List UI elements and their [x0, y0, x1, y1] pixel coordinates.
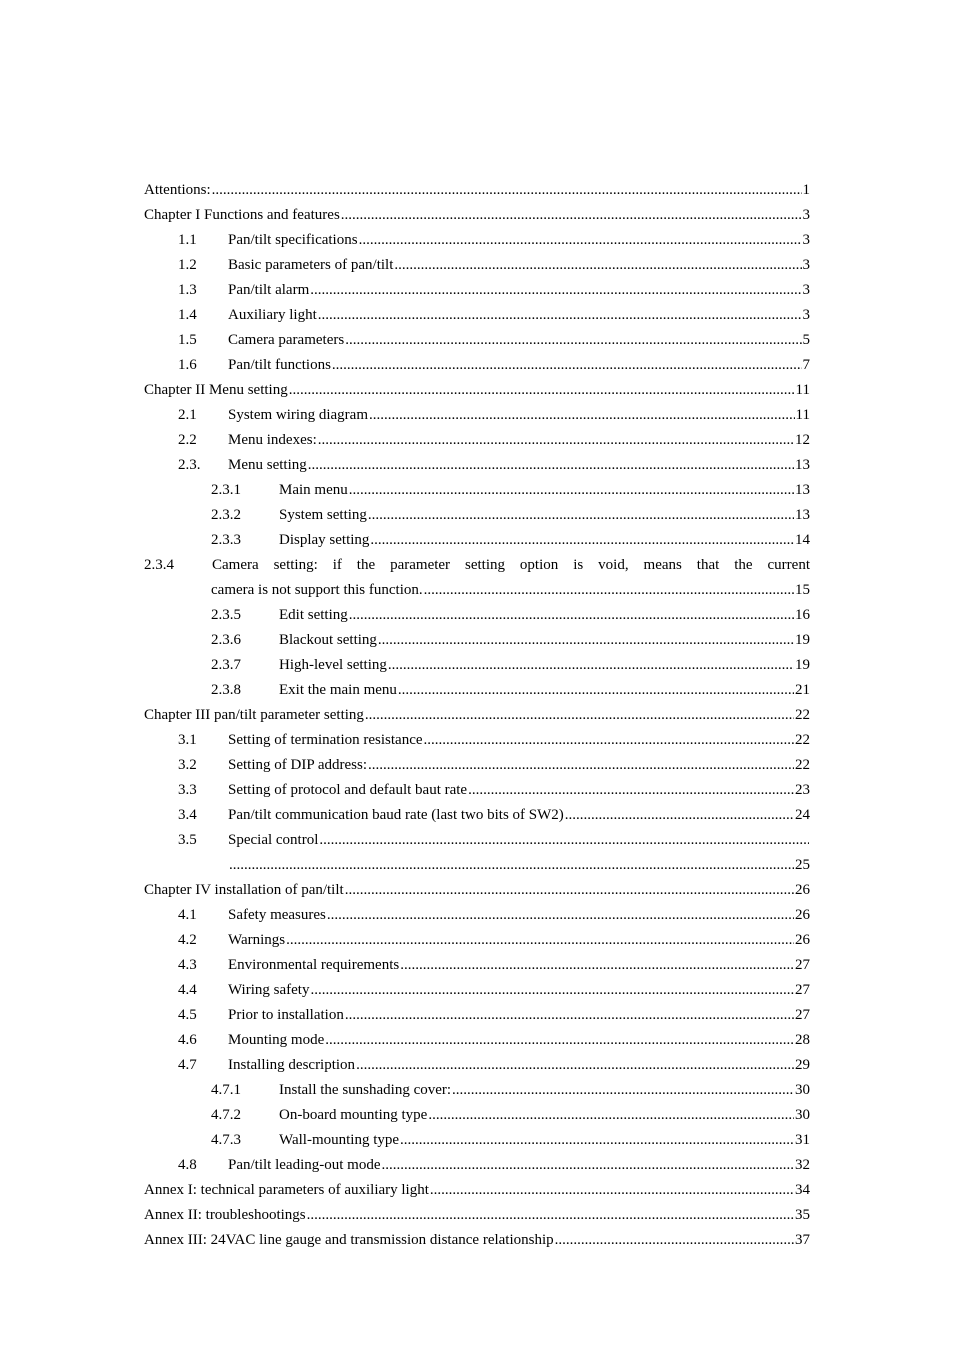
toc-entry[interactable]: [144, 278, 810, 303]
toc-entry-title: Wall-mounting type: [279, 1132, 400, 1148]
toc-entry[interactable]: [144, 1003, 810, 1028]
toc-leader-dots: [286, 928, 794, 953]
toc-entry-number: 4.4: [178, 982, 197, 998]
toc-entry-title: System setting: [279, 507, 367, 523]
toc-entry[interactable]: [144, 403, 810, 428]
toc-entry[interactable]: [144, 728, 810, 753]
toc-entry-page: 21: [795, 682, 810, 698]
toc-entry-number: 4.7.3: [211, 1132, 241, 1148]
toc-entry-title-line1: Camera setting: if the parameter setting option is void, means that the current: [212, 557, 810, 573]
toc-entry[interactable]: [144, 1028, 810, 1053]
toc-leader-dots: [368, 503, 794, 528]
toc-entry-number: 2.3.2: [211, 507, 241, 523]
toc-entry[interactable]: [144, 953, 810, 978]
toc-entry-page: 5: [802, 332, 810, 348]
toc-entry-number: 2.3.5: [211, 607, 241, 623]
toc-entry-title: Menu setting: [228, 457, 307, 473]
toc-entry[interactable]: [144, 978, 810, 1003]
toc-entry-number: 2.3.3: [211, 532, 241, 548]
toc-entry-3-5[interactable]: [144, 828, 810, 853]
toc-entry-page: 27: [795, 982, 810, 998]
toc-entry-page: 37: [795, 1232, 810, 1248]
toc-entry-title: Setting of protocol and default baut rate: [228, 782, 468, 798]
toc-entry[interactable]: [144, 778, 810, 803]
toc-entry[interactable]: [144, 528, 810, 553]
toc-entry-page: 26: [795, 932, 810, 948]
toc-group: [144, 878, 810, 1253]
toc-entry-title: Pan/tilt functions: [228, 357, 331, 373]
toc-leader-dots: [341, 203, 802, 228]
toc-entry-number: 2.3.7: [211, 657, 241, 673]
toc-entry-title: Environmental requirements: [228, 957, 400, 973]
toc-entry-title-line2: camera is not support this function.: [211, 582, 423, 598]
toc-entry-title: High-level setting: [279, 657, 387, 673]
toc-entry-title: Annex I: technical parameters of auxiliary light: [144, 1182, 429, 1198]
toc-entry[interactable]: [144, 803, 810, 828]
toc-leader-dots: [368, 753, 794, 778]
toc-entry-number: 4.7.1: [211, 1082, 241, 1098]
toc-leader-dots: [318, 303, 802, 328]
toc-entry-page: 7: [802, 357, 810, 373]
toc-entry-number: 2.3.: [178, 457, 201, 473]
toc-entry[interactable]: [144, 328, 810, 353]
toc-entry-page: 35: [795, 1207, 810, 1223]
toc-leader-dots: [349, 478, 794, 503]
toc-entry[interactable]: [144, 1228, 810, 1253]
toc-entry-number: 4.6: [178, 1032, 197, 1048]
toc-entry-number: 3.2: [178, 757, 197, 773]
toc-leader-dots: [345, 328, 801, 353]
toc-leader-dots: [332, 353, 802, 378]
toc-entry-page: 27: [795, 957, 810, 973]
toc-entry-3-5-continued[interactable]: [144, 853, 810, 878]
toc-entry-number: 2.2: [178, 432, 197, 448]
toc-entry-number: 4.5: [178, 1007, 197, 1023]
toc-entry-page: 26: [795, 882, 810, 898]
toc-leader-dots: [394, 253, 801, 278]
toc-entry-number: 1.1: [178, 232, 197, 248]
toc-entry-page: 19: [795, 657, 810, 673]
toc-entry-page: 3: [802, 207, 810, 223]
toc-entry[interactable]: [144, 1078, 810, 1103]
toc-entry-page: 30: [795, 1107, 810, 1123]
toc-leader-dots: [555, 1228, 794, 1253]
toc-entry-title: Camera parameters: [228, 332, 345, 348]
toc-entry-page: 28: [795, 1032, 810, 1048]
toc-entry-title: Setting of termination resistance: [228, 732, 423, 748]
toc-leader-dots: [398, 678, 794, 703]
toc-entry-number: 1.3: [178, 282, 197, 298]
toc-entry-page: 15: [795, 582, 810, 598]
toc-leader-dots: [229, 853, 794, 878]
toc-leader-dots: [468, 778, 794, 803]
toc-leader-dots: [310, 978, 794, 1003]
toc-leader-dots: [388, 653, 794, 678]
toc-entry-page: 26: [795, 907, 810, 923]
table-of-contents: [144, 178, 810, 1253]
toc-entry-2-3-4[interactable]: [144, 553, 810, 578]
toc-entry-number: 2.3.4: [144, 557, 174, 573]
toc-entry[interactable]: [144, 753, 810, 778]
toc-entry[interactable]: [144, 203, 810, 228]
toc-entry-title: Prior to installation: [228, 1007, 344, 1023]
toc-entry[interactable]: [144, 1203, 810, 1228]
toc-leader-dots: [424, 578, 794, 603]
toc-entry-title: Installing description: [228, 1057, 356, 1073]
toc-leader-dots: [318, 428, 794, 453]
toc-leader-dots: [369, 403, 795, 428]
toc-entry-page: 16: [795, 607, 810, 623]
toc-leader-dots: [400, 953, 794, 978]
toc-entry-number: 2.3.6: [211, 632, 241, 648]
toc-entry-page: 3: [802, 257, 810, 273]
toc-entry-title: Main menu: [279, 482, 348, 498]
toc-leader-dots: [359, 228, 802, 253]
toc-entry-page: 22: [795, 757, 810, 773]
toc-leader-dots: [370, 528, 794, 553]
toc-entry[interactable]: [144, 653, 810, 678]
toc-entry-number: 4.7.2: [211, 1107, 241, 1123]
toc-entry-title: Chapter I Functions and features: [144, 207, 340, 223]
toc-entry-number: 4.1: [178, 907, 197, 923]
toc-leader-dots: [378, 628, 794, 653]
toc-leader-dots: [424, 728, 794, 753]
toc-entry-number: 1.6: [178, 357, 197, 373]
toc-entry-title: Pan/tilt leading-out mode: [228, 1157, 381, 1173]
toc-entry-page: 13: [795, 482, 810, 498]
toc-entry[interactable]: [144, 353, 810, 378]
toc-entry-page: 23: [795, 782, 810, 798]
toc-entry-page: 13: [795, 507, 810, 523]
toc-entry-title: Setting of DIP address:: [228, 757, 368, 773]
toc-entry-title: Install the sunshading cover:: [279, 1082, 452, 1098]
toc-leader-dots: [365, 703, 794, 728]
toc-entry-title: Mounting mode: [228, 1032, 325, 1048]
toc-entry[interactable]: [144, 178, 810, 203]
toc-entry-page: 30: [795, 1082, 810, 1098]
toc-entry[interactable]: [144, 878, 810, 903]
toc-entry-page: 29: [795, 1057, 810, 1073]
toc-entry-title: Pan/tilt alarm: [228, 282, 310, 298]
toc-leader-dots: [430, 1178, 794, 1203]
toc-entry[interactable]: [144, 228, 810, 253]
toc-entry[interactable]: [144, 503, 810, 528]
toc-entry-page: 22: [795, 732, 810, 748]
toc-entry-number: 2.1: [178, 407, 197, 423]
toc-leader-dots: [308, 453, 794, 478]
toc-entry-page: 22: [795, 707, 810, 723]
toc-entry-page: 3: [802, 232, 810, 248]
toc-entry-number: 3.1: [178, 732, 197, 748]
toc-entry-number: 3.4: [178, 807, 197, 823]
toc-entry[interactable]: [144, 453, 810, 478]
toc-leader-dots: [310, 278, 801, 303]
toc-leader-dots: [289, 378, 795, 403]
toc-leader-dots: [327, 903, 794, 928]
toc-entry-page: 32: [795, 1157, 810, 1173]
toc-entry-title: Chapter II Menu setting: [144, 382, 288, 398]
toc-entry-title: Annex III: 24VAC line gauge and transmission distance relationship: [144, 1232, 554, 1248]
toc-entry-title: Exit the main menu: [279, 682, 397, 698]
toc-entry-page: 19: [795, 632, 810, 648]
toc-entry-number: 4.7: [178, 1057, 197, 1073]
toc-entry-title: Edit setting: [279, 607, 348, 623]
toc-group: [144, 603, 810, 828]
toc-entry[interactable]: [144, 378, 810, 403]
toc-entry-title: Special control: [228, 832, 319, 848]
toc-entry[interactable]: [144, 703, 810, 728]
toc-leader-dots: [356, 1053, 794, 1078]
toc-entry-page: 3: [802, 282, 810, 298]
toc-entry-page: 12: [795, 432, 810, 448]
toc-entry-number: 1.2: [178, 257, 197, 273]
toc-entry[interactable]: [144, 1103, 810, 1128]
toc-entry-title: Auxiliary light: [228, 307, 317, 323]
toc-entry[interactable]: [144, 303, 810, 328]
toc-entry-title: On-board mounting type: [279, 1107, 428, 1123]
toc-entry-title: Chapter III pan/tilt parameter setting: [144, 707, 364, 723]
toc-entry-page: 31: [795, 1132, 810, 1148]
toc-entry[interactable]: [144, 1053, 810, 1078]
toc-leader-dots: [381, 1153, 794, 1178]
toc-entry-page: 11: [795, 382, 810, 398]
toc-group: [144, 178, 810, 553]
toc-entry-page: 25: [795, 857, 810, 873]
toc-entry-page: 24: [795, 807, 810, 823]
toc-entry-title: Pan/tilt specifications: [228, 232, 358, 248]
toc-entry-number: 4.3: [178, 957, 197, 973]
toc-leader-dots: [452, 1078, 794, 1103]
toc-entry-page: 11: [795, 407, 810, 423]
toc-entry-number: 3.3: [178, 782, 197, 798]
toc-leader-dots: [428, 1103, 794, 1128]
toc-entry[interactable]: [144, 903, 810, 928]
toc-leader-dots: [400, 1128, 794, 1153]
toc-leader-dots: [349, 603, 794, 628]
toc-entry-number: 2.3.8: [211, 682, 241, 698]
toc-entry-title: Menu indexes:: [228, 432, 317, 448]
toc-entry-title: Wiring safety: [228, 982, 310, 998]
toc-entry[interactable]: [144, 603, 810, 628]
toc-entry-number: 4.2: [178, 932, 197, 948]
toc-entry-page: 3: [802, 307, 810, 323]
toc-entry[interactable]: [144, 628, 810, 653]
toc-entry-page: 27: [795, 1007, 810, 1023]
toc-leader-dots: [307, 1203, 794, 1228]
toc-entry[interactable]: [144, 1128, 810, 1153]
toc-entry[interactable]: [144, 928, 810, 953]
toc-entry-title: Blackout setting: [279, 632, 377, 648]
toc-entry-title: Pan/tilt communication baud rate (last two bits of SW2): [228, 807, 564, 823]
toc-entry[interactable]: [144, 428, 810, 453]
toc-leader-dots: [325, 1028, 794, 1053]
toc-entry-page: 13: [795, 457, 810, 473]
toc-leader-dots: [319, 828, 809, 853]
toc-entry-number: 4.8: [178, 1157, 197, 1173]
toc-entry-page: 14: [795, 532, 810, 548]
toc-entry[interactable]: [144, 478, 810, 503]
toc-entry-title: Display setting: [279, 532, 370, 548]
toc-entry-title: Safety measures: [228, 907, 326, 923]
toc-entry-title: Attentions:: [144, 182, 211, 198]
toc-entry-title: Chapter IV installation of pan/tilt: [144, 882, 344, 898]
toc-entry-page: 1: [802, 182, 810, 198]
toc-entry-number: 3.5: [178, 832, 197, 848]
toc-entry-title: System wiring diagram: [228, 407, 368, 423]
toc-entry-number: 2.3.1: [211, 482, 241, 498]
toc-entry[interactable]: [144, 678, 810, 703]
toc-leader-dots: [345, 1003, 794, 1028]
toc-entry[interactable]: [144, 253, 810, 278]
toc-entry-title: Annex II: troubleshootings: [144, 1207, 306, 1223]
toc-entry-title: Basic parameters of pan/tilt: [228, 257, 394, 273]
toc-leader-dots: [565, 803, 794, 828]
toc-entry-number: 1.4: [178, 307, 197, 323]
toc-entry[interactable]: [144, 1178, 810, 1203]
toc-entry-2-3-4-continued[interactable]: [144, 578, 810, 603]
toc-leader-dots: [345, 878, 794, 903]
toc-entry-title: Warnings: [228, 932, 286, 948]
toc-entry[interactable]: [144, 1153, 810, 1178]
toc-entry-number: 1.5: [178, 332, 197, 348]
toc-leader-dots: [212, 178, 802, 203]
toc-entry-page: 34: [795, 1182, 810, 1198]
